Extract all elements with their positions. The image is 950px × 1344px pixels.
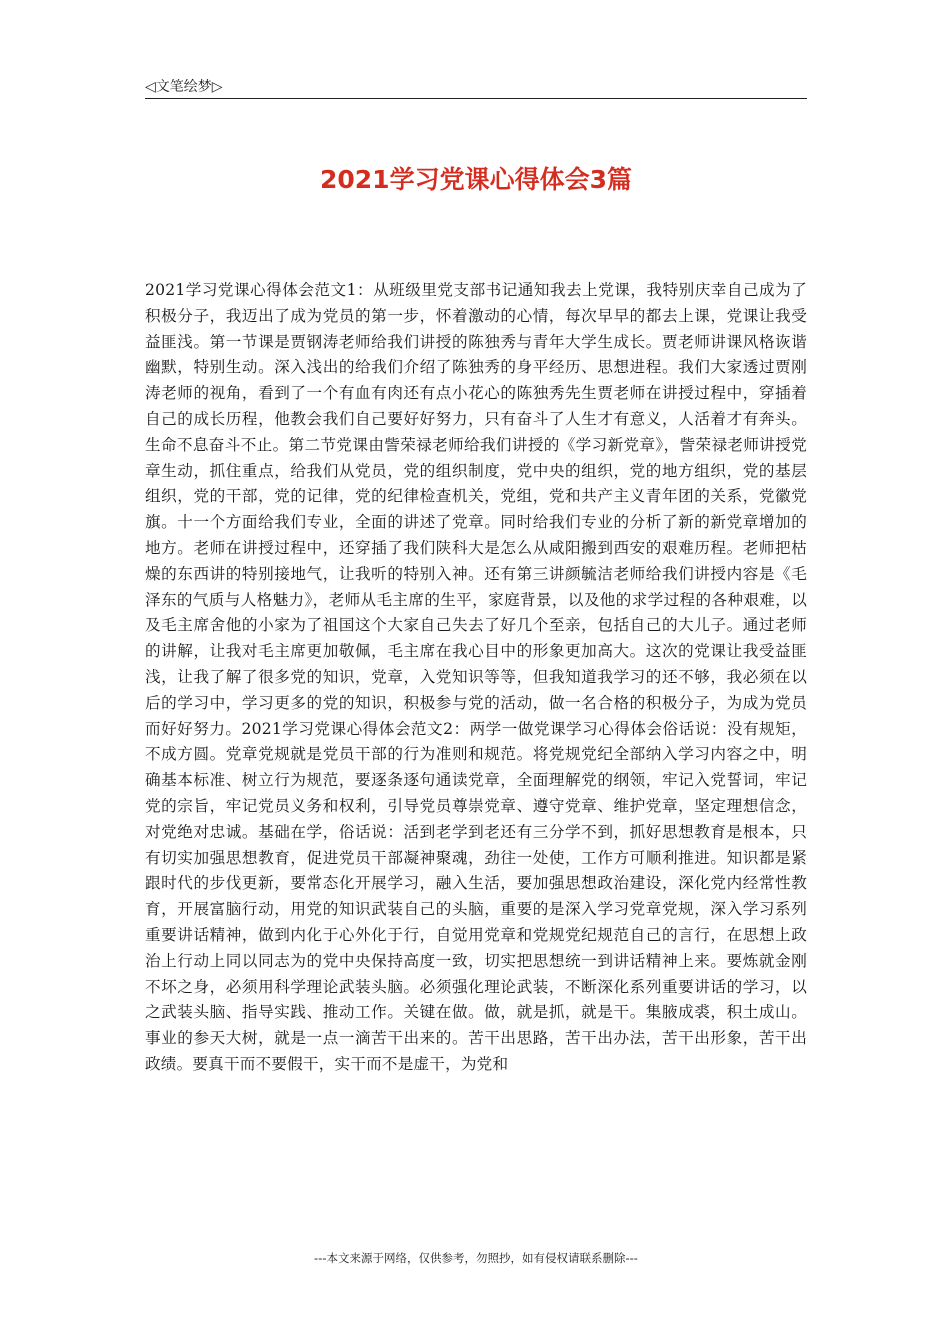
document-title: 2021学习党课心得体会3篇 <box>320 165 632 194</box>
page-footer: ---本文来源于网络，仅供参考，勿照抄，如有侵权请联系删除--- <box>314 1251 638 1265</box>
document-body: 2021学习党课心得体会范文1：从班级里党支部书记通知我去上党课，我特别庆幸自己成为了积极分子，我迈出了成为党员的第一步，怀着激动的心情，每次早早的都去上课，党课让我受益匪浅。第一节课是贾钢涛老师给我们讲授的陈独秀与青年大学生成长。贾老师讲课风格诙谐幽默，特别生动。深入浅出的给我们介绍了陈独秀的身平经历、思想进程。我们大家透过贾刚涛老师的视角，看到了一个有血有肉还有点小花心的陈独秀先生贾老师在讲授过程中，穿插着自己的成长历程，他教会我们自己要好好努力，只有奋斗了人生才有意义，人活着才有奔头。生命不息奋斗不止。第二节党课由訾荣禄老师给我们讲授的《学习新党章》，訾荣禄老师讲授党章生动，抓住重点，给我们从党员，党的组织制度，党中央的组织，党的地方组织，党的基层组织，党的干部，党的记律，党的纪律检查机关，党组，党和共产主义青年团的关系，党徽党旗。十一个方面给我们专业，全面的讲述了党章。同时给我们专业的分析了新的新党章增加的地方。老师在讲授过程中，还穿插了我们陕科大是怎么从咸阳搬到西安的艰难历程。老师把枯燥的东西讲的特别接地气，让我听的特别入神。还有第三讲颜毓洁老师给我们讲授内容是《毛泽东的气质与人格魅力》，老师从毛主席的生平，家庭背景，以及他的求学过程的各种艰难，以及毛主席舍他的小家为了祖国这个大家自己失去了好几个至亲，包括自己的大儿子。通过老师的讲解，让我对毛主席更加敬佩，毛主席在我心目中的形象更加高大。这次的党课让我受益匪浅，让我了解了很多党的知识，党章，入党知识等等，但我知道我学习的还不够，我必须在以后的学习中，学习更多的党的知识，积极参与党的活动，做一名合格的积极分子，为成为党员而好好努力。2021学习党课心得体会范文2：两学一做党课学习心得体会俗话说：没有规矩，不成方圆。党章党规就是党员干部的行为准则和规范。将党规党纪全部纳入学习内容之中，明确基本标准、树立行为规范，要逐条逐句通读党章，全面理解党的纲领，牢记入党誓词，牢记党的宗旨，牢记党员义务和权利，引导党员尊崇党章、遵守党章、维护党章，坚定理想信念，对党绝对忠诚。基础在学，俗话说：活到老学到老还有三分学不到，抓好思想教育是根本，只有切实加强思想教育，促进党员干部凝神聚魂，劲往一处使，工作方可顺利推进。知识都是紧跟时代的步伐更新，要常态化开展学习，融入生活，要加强思想政治建设，深化党内经常性教育，开展富脑行动，用党的知识武装自己的头脑，重要的是深入学习党章党规，深入学习系列重要讲话精神，做到内化于心外化于行，自觉用党章和党规党纪规范自己的言行，在思想上政治上行动上同以同志为的党中央保持高度一致，切实把思想统一到讲话精神上来。要炼就金刚不坏之身，必须用科学理论武装头脑。必须强化理论武装，不断深化系列重要讲话的学习，以之武装头脑、指导实践、推动工作。关键在做。做，就是抓，就是干。集腋成裘，积土成山。事业的参天大树，就是一点一滴苦干出来的。苦干出思路，苦干出办法，苦干出形象，苦干出政绩。要真干而不要假干，实干而不是虚干，为党和 <box>145 281 807 1073</box>
header-brand: ◁文笔绘梦▷ <box>145 79 223 95</box>
page-header <box>145 74 807 99</box>
